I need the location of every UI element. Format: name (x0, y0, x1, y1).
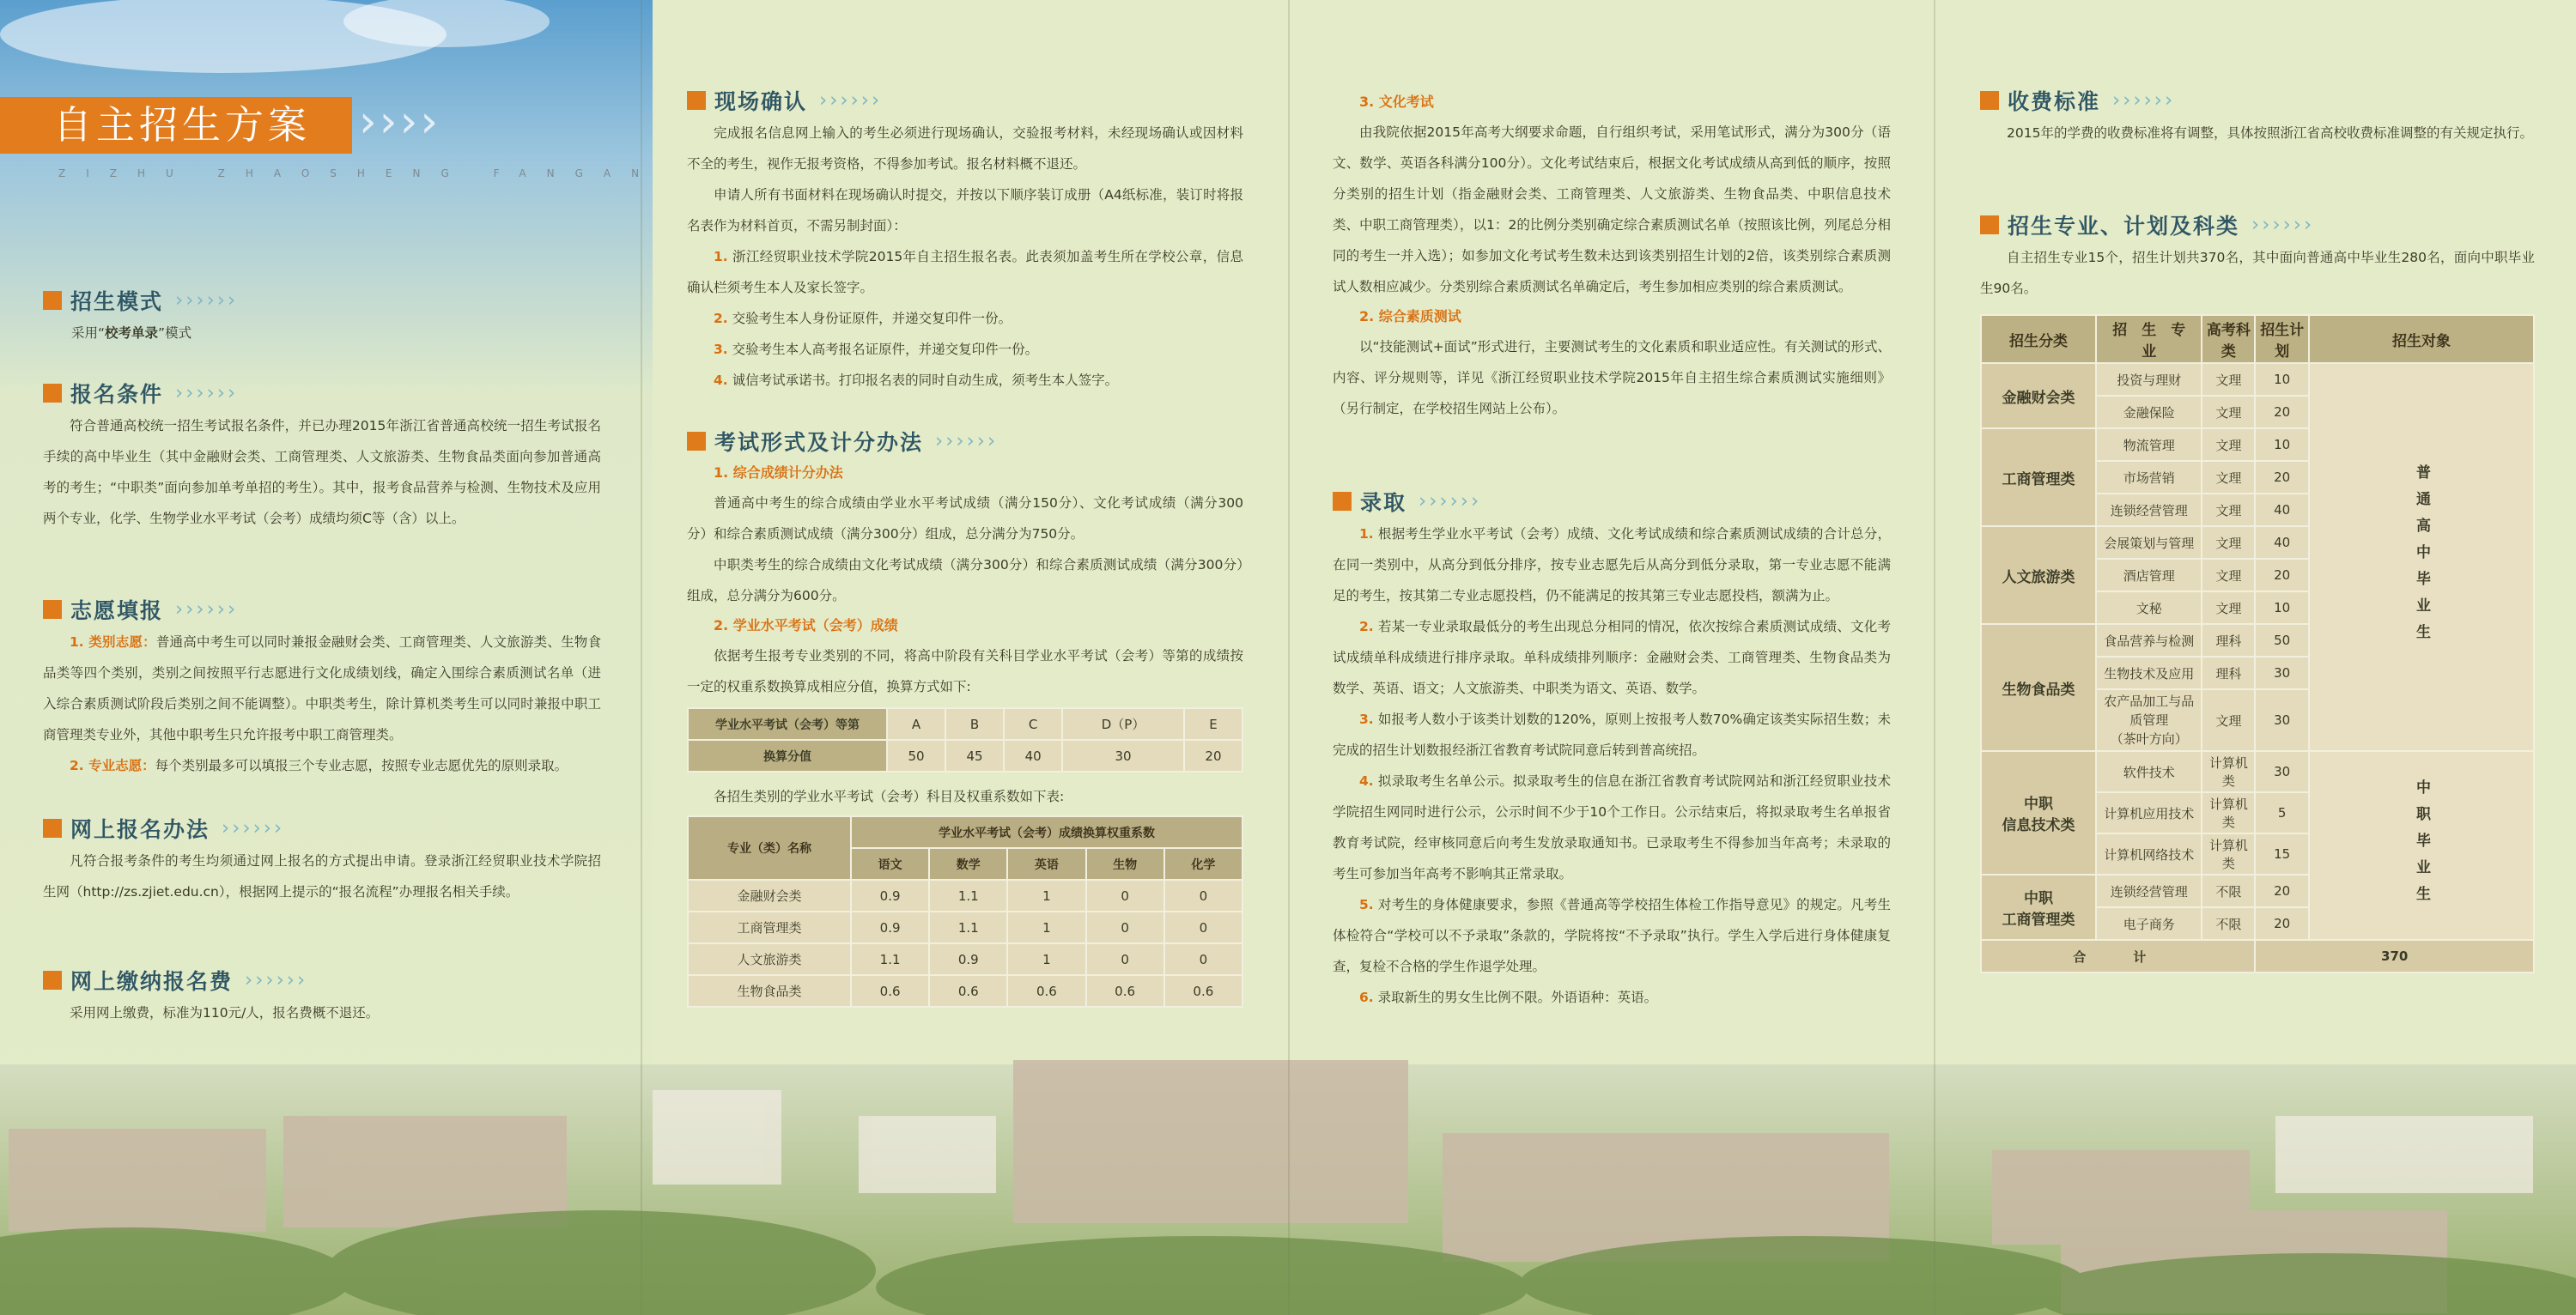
table-cell: 不限 (2202, 875, 2255, 907)
conditions-text: 符合普通高校统一招生考试报名条件，并已办理2015年浙江省普通高校统一招生考试报名手续的高中毕业生（其中金融财会类、工商管理类、人文旅游类、生物食品类面向参加普通高考的考生；“中职类”面向参加单考单招的考生）。其中，报考食品营养与检测、生物技术及应用两个专业，化学、生物学业水平考试（会考）成绩均须C等（含）以上。 (43, 418, 601, 526)
table-row (688, 880, 1242, 912)
table-cell: 生物技术及应用 (2096, 657, 2202, 689)
section-heading (43, 376, 601, 410)
chevron-decoration-icon: ›››››› (2112, 89, 2176, 112)
item-text: 录取新生的男女生比例不限。外语语种：英语。 (1377, 990, 1658, 1005)
section-admission (1333, 484, 1891, 1013)
section-heading (687, 424, 1243, 458)
table-cell: 10 (2255, 428, 2309, 461)
table-header-cell: 招 生 专 业 (2096, 315, 2202, 363)
table-cell: 0 (1164, 880, 1242, 912)
page-title: 自主招生方案 (53, 102, 312, 148)
item-number: 4. (714, 373, 728, 388)
table-header-cell: 专业（类）名称 (688, 816, 851, 880)
exam-paragraph-1: 普通高中考生的综合成绩由学业水平考试成绩（满分150分）、文化考试成绩（满分300分）和综合素质测试成绩（满分300分）组成，总分满分为750分。 (687, 495, 1243, 542)
column-2 (687, 0, 1243, 1064)
table-cell: 20 (2255, 875, 2309, 907)
table-header-cell: 英语 (1007, 848, 1085, 880)
table-cell: 文理 (2202, 396, 2255, 428)
table-cell: 人文旅游类 (688, 943, 851, 975)
heading-text: 考试形式及计分办法 (714, 430, 924, 455)
table-cell: 10 (2255, 363, 2309, 396)
table-cell: 食品营养与检测 (2096, 624, 2202, 657)
chevron-decoration-icon: ›››››› (245, 969, 308, 991)
item-number: 2. (714, 311, 728, 326)
table-cell: 40 (2255, 494, 2309, 526)
table-cell: 0.6 (1086, 975, 1164, 1007)
table-cell: 10 (2255, 591, 2309, 624)
table-group-cell: 金融财会类 (1981, 363, 2096, 428)
table-cell: 0.6 (1164, 975, 1242, 1007)
table-cell: 金融保险 (2096, 396, 2202, 428)
weight-table-body (688, 880, 1242, 1007)
table-cell: 30 (2255, 689, 2309, 751)
square-bullet-icon (43, 819, 62, 838)
exam-paragraph-4: 各招生类别的学业水平考试（会考）科目及权重系数如下表: (714, 789, 1065, 804)
table-header-cell: 招生对象 (2309, 315, 2534, 363)
section-heading (43, 283, 601, 318)
quality-test-text: 以“技能测试+面试”形式进行，主要测试考生的文化素质和职业适应性。有关测试的形式、内容、评分规则等，详见《浙江经贸职业技术学院2015年自主招生综合素质测试实施细则》（另行制定，在学校招生网站上公布）。 (1333, 339, 1891, 416)
table-cell: 0 (1086, 880, 1164, 912)
wish-text-2: 每个类别最多可以填报三个专业志愿，按照专业志愿优先的原则录取。 (155, 758, 568, 773)
heading-text: 网上报名办法 (70, 817, 210, 842)
fold-line (641, 0, 642, 1315)
heading-text: 网上缴纳报名费 (70, 969, 234, 994)
majors-table (1980, 314, 2535, 973)
table-cell: 1.1 (851, 943, 929, 975)
item-number: 5. (1359, 897, 1374, 912)
table-header-cell: 学业水平考试（会考）成绩换算权重系数 (851, 816, 1242, 848)
table-cell: 连锁经营管理 (2096, 875, 2202, 907)
table-cell: 金融财会类 (688, 880, 851, 912)
table-cell: B (945, 708, 1004, 740)
table-cell: 0.9 (851, 912, 929, 943)
table-cell: 0 (1164, 943, 1242, 975)
item-text: 诚信考试承诺书。打印报名表的同时自动生成，须考生本人签字。 (732, 373, 1119, 388)
item-text: 对考生的身体健康要求，参照《普通高等学校招生体检工作指导意见》的规定。凡考生体检符合“学校可以不予录取”条款的，学院将按“不予录取”执行。学生入学后进行身体健康复查，复检不合格的学生作退学处理。 (1333, 897, 1891, 974)
wish-label-1: 1. 类别志愿： (70, 634, 156, 650)
table-cell: 计算机类 (2202, 751, 2255, 792)
table-row-total (1981, 940, 2534, 973)
table-cell: 30 (2255, 657, 2309, 689)
table-cell: 30 (1062, 740, 1184, 772)
table-cell: 0.6 (1007, 975, 1085, 1007)
item-number: 2. (1359, 619, 1374, 634)
section-heading (1980, 208, 2535, 242)
table-cell: 1 (1007, 912, 1085, 943)
table-cell: C (1004, 708, 1062, 740)
wish-item-1 (43, 627, 601, 750)
confirm-item (687, 303, 1243, 334)
item-number: 4. (1359, 773, 1374, 789)
table-cell: 20 (2255, 461, 2309, 494)
fold-line (1288, 0, 1290, 1315)
table-header-cell: 生物 (1086, 848, 1164, 880)
item-text: 浙江经贸职业技术学院2015年自主招生报名表。此表须加盖考生所在学校公章，信息确认栏须考生本人及家长签字。 (687, 249, 1243, 295)
table-cell: 计算机网络技术 (2096, 833, 2202, 875)
chevron-decoration-icon: ›››››› (1419, 490, 1482, 512)
square-bullet-icon (43, 291, 62, 310)
table-cell: 物流管理 (2096, 428, 2202, 461)
heading-text: 招生模式 (70, 289, 164, 314)
confirm-paragraph-1: 完成报名信息网上输入的考生必须进行现场确认，交验报考材料，未经现场确认或因材料不全的考生，视作无报考资格，不得参加考试。报名材料概不退还。 (687, 125, 1243, 172)
table-row (1981, 363, 2534, 396)
table-cell: 0.9 (851, 880, 929, 912)
table-cell: 生物食品类 (688, 975, 851, 1007)
mode-suffix: ”模式 (158, 325, 192, 341)
admission-item (1333, 766, 1891, 889)
table-cell: 文理 (2202, 428, 2255, 461)
fee-text: 采用网上缴费，标准为110元/人，报名费概不退还。 (70, 1005, 380, 1021)
column-4 (1980, 0, 2535, 1064)
table-cell: 1.1 (929, 880, 1007, 912)
table-cell: 酒店管理 (2096, 559, 2202, 591)
chevron-decoration-icon: ›››››› (175, 598, 239, 621)
majors-table-body (1981, 363, 2534, 973)
heading-text: 现场确认 (714, 89, 808, 114)
section-online-fee (43, 963, 601, 1028)
item-text: 若某一专业录取最低分的考生出现总分相同的情况，依次按综合素质测试成绩、文化考试成绩单科成绩进行排序录取。单科成绩排列顺序：金融财会类、工商管理类、生物食品类为数学、英语、语文；人文旅游类、中职类为语文、英语、数学。 (1333, 619, 1891, 696)
grade-conversion-table (687, 707, 1243, 773)
table-group-cell: 人文旅游类 (1981, 526, 2096, 624)
table-group-cell: 中职 工商管理类 (1981, 875, 2096, 940)
heading-text: 招生专业、计划及科类 (2008, 214, 2240, 239)
table-group-cell: 生物食品类 (1981, 624, 2096, 751)
table-cell: 会展策划与管理 (2096, 526, 2202, 559)
table-cell: 理科 (2202, 657, 2255, 689)
subheading: 2. 综合素质测试 (1359, 308, 1461, 324)
table-cell: 文理 (2202, 363, 2255, 396)
table-cell: 文秘 (2096, 591, 2202, 624)
confirm-paragraph-2: 申请人所有书面材料在现场确认时提交，并按以下顺序装订成册（A4纸标准，装订时将报名表作为材料首页，不需另制封面）： (687, 187, 1243, 233)
section-heading (43, 592, 601, 627)
item-number: 3. (1359, 712, 1374, 727)
table-row (1981, 751, 2534, 792)
section-heading (43, 811, 601, 845)
table-cell: 1 (1007, 943, 1085, 975)
item-text: 根据考生学业水平考试（会考）成绩、文化考试成绩和综合素质测试成绩的合计总分，在同一类别中，从高分到低分排序，按专业志愿先后从高分到低分录取，第一专业志愿不能满足的考生，按其第二专业志愿投档，仍不能满足的按其第三专业志愿投档，额满为止。 (1333, 526, 1891, 603)
exam-paragraph-2: 中职类考生的综合成绩由文化考试成绩（满分300分）和综合素质测试成绩（满分300分）组成，总分满分为600分。 (687, 557, 1243, 603)
total-label: 合 计 (1981, 940, 2255, 973)
admission-item (1333, 982, 1891, 1013)
table-cell: 20 (2255, 559, 2309, 591)
weight-table (687, 815, 1243, 1008)
heading-text: 志愿填报 (70, 598, 164, 623)
chevron-decoration-icon: ›››››› (935, 430, 999, 452)
table-header-cell: 招生分类 (1981, 315, 2096, 363)
table-cell: 0.9 (929, 943, 1007, 975)
table-cell: 1 (1007, 880, 1085, 912)
admission-item (1333, 611, 1891, 704)
table-cell: 文理 (2202, 461, 2255, 494)
confirm-item (687, 365, 1243, 396)
item-text: 如报考人数小于该类计划数的120%，原则上按报考人数70%确定该类实际招生数；未完成的招生计划数报经浙江省教育考试院同意后转到普高统招。 (1333, 712, 1891, 758)
subheading: 2. 学业水平考试（会考）成绩 (714, 617, 898, 633)
square-bullet-icon (1980, 215, 1999, 234)
charges-text: 2015年的学费的收费标准将有调整，具体按照浙江省高校收费标准调整的有关规定执行。 (2007, 125, 2533, 141)
square-bullet-icon (1333, 492, 1352, 511)
table-group-cell: 中职 信息技术类 (1981, 751, 2096, 875)
target-cell: 普通高中毕业生 (2309, 363, 2534, 751)
item-number: 6. (1359, 990, 1374, 1005)
square-bullet-icon (43, 600, 62, 619)
section-admission-mode (43, 283, 601, 348)
table-cell: 0 (1086, 943, 1164, 975)
admission-item (1333, 518, 1891, 611)
section-wishes (43, 592, 601, 781)
section-culture-exam (1333, 88, 1891, 424)
chevron-decoration-icon: ›››››› (175, 382, 239, 404)
wish-item-2 (43, 750, 601, 781)
square-bullet-icon (1980, 91, 1999, 110)
chevron-decoration-icon: ›››››› (175, 289, 239, 312)
table-cell: 20 (2255, 907, 2309, 940)
table-cell: D（P） (1062, 708, 1184, 740)
square-bullet-icon (687, 91, 706, 110)
heading-text: 报名条件 (70, 382, 164, 407)
section-heading (687, 83, 1243, 118)
table-row (688, 943, 1242, 975)
section-heading (1980, 83, 2535, 118)
heading-text: 收费标准 (2008, 89, 2101, 114)
table-cell: 文理 (2202, 494, 2255, 526)
table-group-cell: 工商管理类 (1981, 428, 2096, 526)
plan-text: 自主招生专业15个，招生计划共370名，其中面向普通高中毕业生280名，面向中职毕业生90名。 (1980, 250, 2535, 296)
table-cell: 0.6 (929, 975, 1007, 1007)
table-cell: 5 (2255, 792, 2309, 833)
square-bullet-icon (43, 384, 62, 403)
table-cell: 理科 (2202, 624, 2255, 657)
section-heading (1333, 484, 1891, 518)
fold-line (1934, 0, 1935, 1315)
heading-text: 录取 (1360, 490, 1407, 515)
mode-prefix: 采用“ (71, 325, 106, 341)
chevron-decoration-icon: ›››› (359, 96, 441, 148)
target-cell: 中职毕业生 (2309, 751, 2534, 940)
table-cell: 50 (2255, 624, 2309, 657)
mode-bold: 校考单录 (105, 325, 159, 341)
title-pinyin: ZIZHU ZHAOSHENG FANGAN (58, 167, 660, 179)
table-cell: A (887, 708, 945, 740)
table-cell: 农产品加工与品质管理 （茶叶方向） (2096, 689, 2202, 751)
table-row (688, 816, 1242, 848)
online-text: 凡符合报考条件的考生均须通过网上报名的方式提出申请。登录浙江经贸职业技术学院招生网（http://zs.zjiet.edu.cn），根据网上提示的“报名流程”办理报名相关手续。 (43, 853, 601, 900)
table-cell: 20 (2255, 396, 2309, 428)
culture-exam-text: 由我院依据2015年高考大纲要求命题，自行组织考试，采用笔试形式，满分为300分（语文、数学、英语各科满分100分）。文化考试结束后，根据文化考试成绩从高到低的顺序，按照分类别的招生计划（指金融财会类、工商管理类、人文旅游类、生物食品类、中职信息技术类、中职工商管理类），以1：2的比例分类别确定综合素质测试名单（按照该比例，列尾总分相同的考生一并入选）；如参加文化考试考生数未达到该类别招生计划的2倍，该类别综合素质测试人数相应减少。分类别综合素质测试名单确定后，考生参加相应类别的综合素质测试。 (1333, 124, 1891, 294)
table-cell: 1.1 (929, 912, 1007, 943)
table-row (688, 708, 1242, 740)
table-cell: 40 (2255, 526, 2309, 559)
table-header-cell: 换算分值 (688, 740, 887, 772)
table-cell: 15 (2255, 833, 2309, 875)
table-cell: 软件技术 (2096, 751, 2202, 792)
item-text: 交验考生本人身份证原件，并递交复印件一份。 (732, 311, 1012, 326)
section-conditions (43, 376, 601, 534)
item-text: 交验考生本人高考报名证原件，并递交复印件一份。 (732, 342, 1039, 357)
table-header-cell: 化学 (1164, 848, 1242, 880)
table-cell: 0 (1164, 912, 1242, 943)
table-cell: 文理 (2202, 526, 2255, 559)
wish-label-2: 2. 专业志愿： (70, 758, 155, 773)
item-text: 拟录取考生名单公示。拟录取考生的信息在浙江省教育考试院网站和浙江经贸职业技术学院招生网同时进行公示，公示时间不少于10个工作日。公示结束后，将拟录取考生名单报省教育考试院，经审核同意后向考生发放录取通知书。已录取考生不得参加当年高考；未录取的考生可参加当年高考不影响其正常录取。 (1333, 773, 1891, 882)
table-cell: 40 (1004, 740, 1062, 772)
admission-item (1333, 889, 1891, 982)
confirm-item (687, 241, 1243, 303)
item-number: 3. (714, 342, 728, 357)
table-header-row (1981, 315, 2534, 363)
table-cell: E (1184, 708, 1242, 740)
table-cell: 0.6 (851, 975, 929, 1007)
table-header-cell: 学业水平考试（会考）等第 (688, 708, 887, 740)
table-cell: 0 (1086, 912, 1164, 943)
table-cell: 计算机应用技术 (2096, 792, 2202, 833)
table-cell: 投资与理财 (2096, 363, 2202, 396)
section-online-registration (43, 811, 601, 907)
confirm-item (687, 334, 1243, 365)
table-cell: 市场营销 (2096, 461, 2202, 494)
table-cell: 文理 (2202, 689, 2255, 751)
subheading: 1. 综合成绩计分办法 (714, 464, 843, 481)
square-bullet-icon (43, 971, 62, 990)
table-cell: 电子商务 (2096, 907, 2202, 940)
chevron-decoration-icon: ›››››› (2251, 214, 2315, 236)
table-cell: 计算机类 (2202, 833, 2255, 875)
section-exam-scoring (687, 424, 1243, 1008)
mode-text (43, 318, 601, 348)
section-majors-plan (1980, 208, 2535, 973)
section-charges (1980, 83, 2535, 148)
square-bullet-icon (687, 432, 706, 451)
table-cell: 45 (945, 740, 1004, 772)
admission-list (1333, 518, 1891, 1013)
total-value: 370 (2255, 940, 2534, 973)
table-cell: 工商管理类 (688, 912, 851, 943)
table-row (688, 740, 1242, 772)
table-cell: 50 (887, 740, 945, 772)
wish-text-1: 普通高中考生可以同时兼报金融财会类、工商管理类、人文旅游类、生物食品类等四个类别，类别之间按照平行志愿进行文化成绩划线，确定入围综合素质测试名单（进入综合素质测试阶段后类别之间不能调整）。中职类考生，除计算机类考生可以同时兼报中职工商管理类专业外，其他中职考生只允许报考中职工商管理类。 (43, 634, 601, 742)
table-cell: 30 (2255, 751, 2309, 792)
title-banner (0, 97, 352, 154)
section-onsite-confirmation (687, 83, 1243, 396)
table-cell: 连锁经营管理 (2096, 494, 2202, 526)
table-cell: 文理 (2202, 591, 2255, 624)
item-number: 1. (1359, 526, 1374, 542)
table-row (688, 912, 1242, 943)
table-cell: 不限 (2202, 907, 2255, 940)
column-3 (1333, 0, 1891, 1064)
column-1 (43, 0, 601, 1064)
table-cell: 20 (1184, 740, 1242, 772)
admission-item (1333, 704, 1891, 766)
section-heading (43, 963, 601, 997)
table-header-cell: 招生计划 (2255, 315, 2309, 363)
table-header-cell: 数学 (929, 848, 1007, 880)
chevron-decoration-icon: ›››››› (222, 817, 285, 839)
table-row (688, 975, 1242, 1007)
subheading: 3. 文化考试 (1359, 94, 1434, 110)
table-header-cell: 语文 (851, 848, 929, 880)
table-cell: 文理 (2202, 559, 2255, 591)
table-header-cell: 高考科类 (2202, 315, 2255, 363)
chevron-decoration-icon: ›››››› (819, 89, 883, 112)
table-cell: 计算机类 (2202, 792, 2255, 833)
item-number: 1. (714, 249, 728, 264)
exam-paragraph-3: 依据考生报考专业类别的不同，将高中阶段有关科目学业水平考试（会考）等第的成绩按一定的权重系数换算成相应分值，换算方式如下: (687, 648, 1243, 694)
